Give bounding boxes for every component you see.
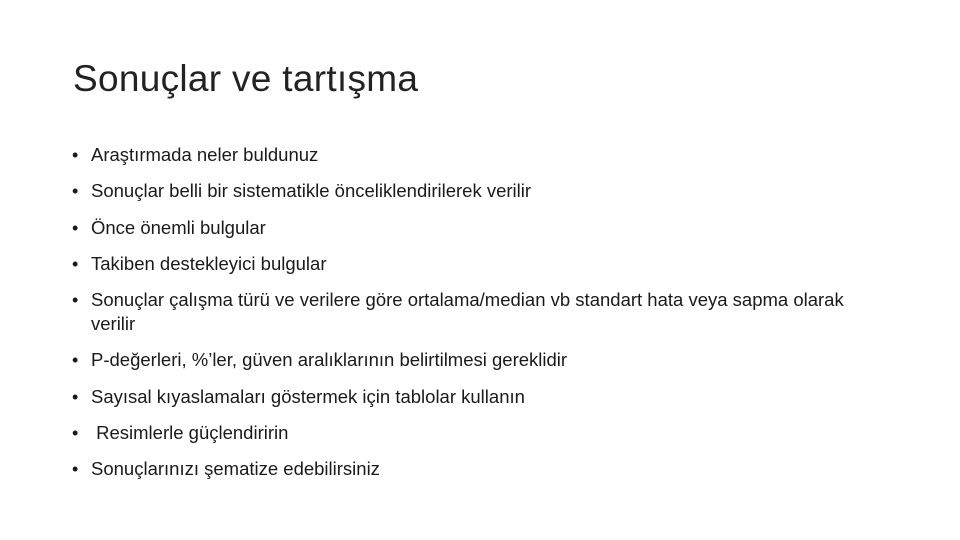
bullet-text: Resimlerle güçlendiririn	[91, 422, 289, 444]
bullet-icon: •	[72, 181, 79, 202]
bullet-text: Önce önemli bulgular	[91, 216, 266, 238]
bullet-icon: •	[72, 459, 79, 480]
bullet-icon: •	[72, 350, 79, 371]
bullet-icon: •	[72, 145, 79, 165]
bullet-item	[72, 288, 892, 336]
bullet-text: P-değerleri, %’ler, güven aralıklarının belirtilmesi gereklidir	[91, 349, 568, 371]
bullet-item	[72, 385, 892, 409]
bullet-text: Sonuçlar belli bir sistematikle önceliklendirilerek verilir	[91, 180, 532, 202]
bullet-item	[72, 252, 892, 276]
bullet-icon: •	[72, 217, 79, 238]
bullet-text: Sonuçlar çalışma türü ve verilere göre ortalama/median vb standart hata veya sapma olarak verilir	[91, 289, 849, 335]
bullet-item	[72, 143, 892, 167]
slide-title: Sonuçlar ve tartışma	[73, 58, 419, 99]
bullet-item	[72, 457, 892, 481]
bullet-text: Sayısal kıyaslamaları göstermek için tablolar kullanın	[91, 385, 525, 407]
bullet-icon: •	[72, 386, 79, 407]
bullet-list	[72, 143, 892, 494]
bullet-text: Sonuçlarınızı şematize edebilirsiniz	[91, 458, 380, 480]
bullet-item	[72, 421, 892, 445]
bullet-item	[72, 216, 892, 240]
bullet-item	[72, 348, 892, 372]
bullet-text: Araştırmada neler buldunuz	[91, 144, 319, 165]
bullet-text: Takiben destekleyici bulgular	[91, 252, 327, 274]
bullet-icon: •	[72, 253, 79, 274]
bullet-icon: •	[72, 423, 79, 444]
bullet-item	[72, 179, 892, 203]
bullet-icon: •	[72, 290, 79, 311]
